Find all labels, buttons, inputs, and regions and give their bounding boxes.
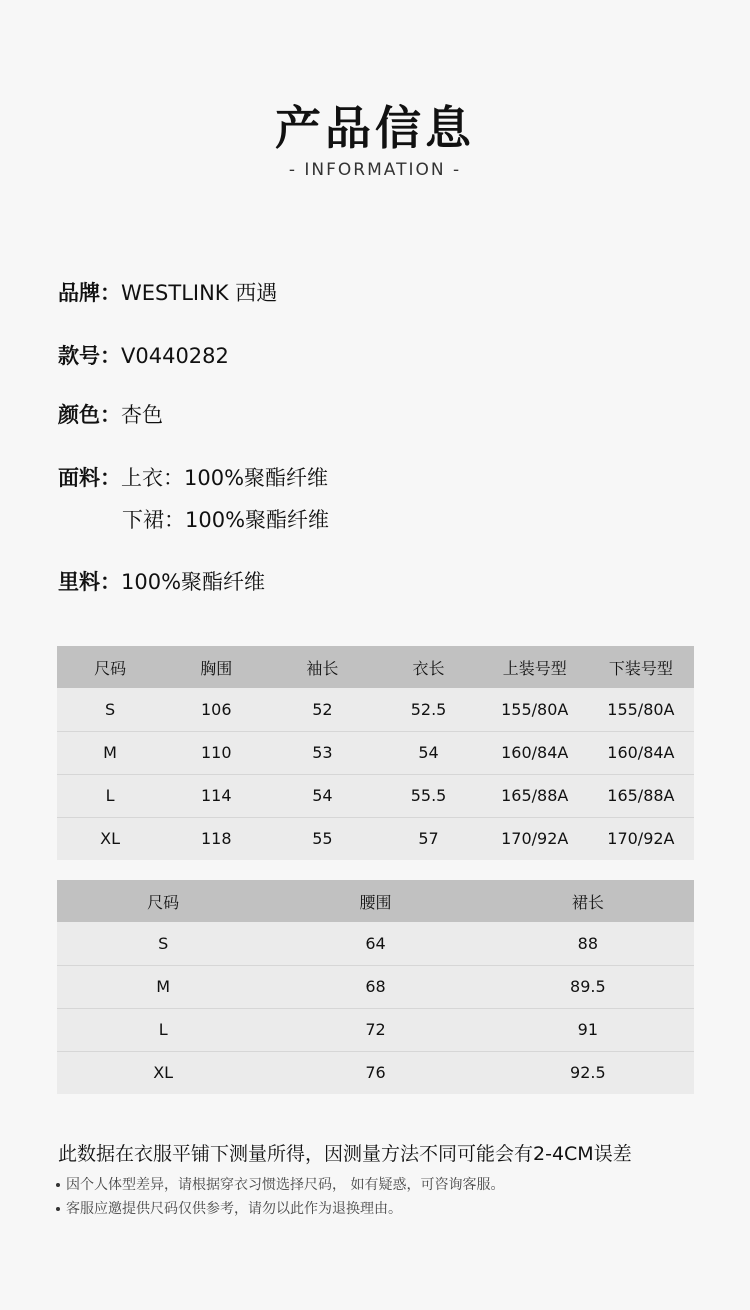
table-cell: 55 xyxy=(269,817,375,860)
table-cell: 160/84A xyxy=(482,731,588,774)
header-chest: 胸围 xyxy=(163,646,269,688)
table-cell: 57 xyxy=(375,817,481,860)
table-row xyxy=(57,965,694,1008)
fabric-top-value: 上衣：100%聚酯纤维 xyxy=(121,466,329,490)
header-sleeve: 袖长 xyxy=(269,646,375,688)
table-cell: 92.5 xyxy=(482,1051,694,1094)
table-cell: L xyxy=(57,1008,269,1051)
table-cell: 106 xyxy=(163,688,269,731)
table-cell: 72 xyxy=(269,1008,481,1051)
table-cell: 52.5 xyxy=(375,688,481,731)
table-cell: 170/92A xyxy=(482,817,588,860)
header-bottom-fit: 下装号型 xyxy=(588,646,694,688)
table-cell: S xyxy=(57,688,163,731)
header-top-fit: 上装号型 xyxy=(482,646,588,688)
table-cell: M xyxy=(57,731,163,774)
table-cell: L xyxy=(57,774,163,817)
table-cell: 110 xyxy=(163,731,269,774)
table-cell: M xyxy=(57,965,269,1008)
fabric-bottom-row xyxy=(122,506,329,534)
note-line-1 xyxy=(56,1174,504,1194)
page-title: 产品信息 xyxy=(275,101,475,155)
style-value: V0440282 xyxy=(121,344,229,368)
table-cell: 165/88A xyxy=(482,774,588,817)
table-cell: 155/80A xyxy=(482,688,588,731)
table-cell: XL xyxy=(57,1051,269,1094)
table-cell: 64 xyxy=(269,922,481,965)
color-value: 杏色 xyxy=(121,403,163,427)
page-subtitle: - INFORMATION - xyxy=(288,160,462,180)
brand-value: WESTLINK 西遇 xyxy=(121,281,278,305)
table-cell: 76 xyxy=(269,1051,481,1094)
table-cell: XL xyxy=(57,817,163,860)
table-cell: 54 xyxy=(375,731,481,774)
style-row xyxy=(58,342,229,370)
header-skirt-length: 裙长 xyxy=(482,880,694,922)
table-cell: 114 xyxy=(163,774,269,817)
fabric-bottom-value: 下裙：100%聚酯纤维 xyxy=(122,508,330,532)
table-cell: 88 xyxy=(482,922,694,965)
fabric-row xyxy=(58,464,328,492)
top-size-table xyxy=(57,646,694,860)
table-header-row xyxy=(57,646,694,688)
table-cell: 53 xyxy=(269,731,375,774)
table-cell: 54 xyxy=(269,774,375,817)
lining-label: 里料： xyxy=(58,570,121,594)
table-cell: 160/84A xyxy=(588,731,694,774)
lining-value: 100%聚酯纤维 xyxy=(121,570,266,594)
table-row xyxy=(57,922,694,965)
bottom-size-table xyxy=(57,880,694,1094)
table-cell: 55.5 xyxy=(375,774,481,817)
bullet-icon xyxy=(56,1207,60,1211)
brand-row xyxy=(58,279,277,307)
note-line-2 xyxy=(56,1198,402,1218)
header-waist: 腰围 xyxy=(269,880,481,922)
note-text: 客服应邀提供尺码仅供参考，请勿以此作为退换理由。 xyxy=(66,1201,402,1217)
table-cell: 68 xyxy=(269,965,481,1008)
table-row xyxy=(57,774,694,817)
note-text: 因个人体型差异，请根据穿衣习惯选择尺码， 如有疑惑，可咨询客服。 xyxy=(66,1177,505,1193)
bullet-icon xyxy=(56,1183,60,1187)
table-row xyxy=(57,817,694,860)
fabric-label: 面料： xyxy=(58,466,121,490)
table-cell: 118 xyxy=(163,817,269,860)
measurement-note: 此数据在衣服平铺下测量所得，因测量方法不同可能会有2-4CM误差 xyxy=(58,1143,632,1165)
table-row xyxy=(57,731,694,774)
header-size: 尺码 xyxy=(57,880,269,922)
table-header-row xyxy=(57,880,694,922)
color-label: 颜色： xyxy=(58,403,121,427)
style-label: 款号： xyxy=(58,344,121,368)
header-length: 衣长 xyxy=(375,646,481,688)
table-row xyxy=(57,1008,694,1051)
table-cell: 91 xyxy=(482,1008,694,1051)
table-row xyxy=(57,1051,694,1094)
brand-label: 品牌： xyxy=(58,281,121,305)
table-cell: 170/92A xyxy=(588,817,694,860)
header-size: 尺码 xyxy=(57,646,163,688)
table-cell: 52 xyxy=(269,688,375,731)
table-row xyxy=(57,688,694,731)
table-cell: 89.5 xyxy=(482,965,694,1008)
table-cell: 155/80A xyxy=(588,688,694,731)
lining-row xyxy=(58,568,265,596)
table-cell: 165/88A xyxy=(588,774,694,817)
table-cell: S xyxy=(57,922,269,965)
color-row xyxy=(58,401,163,429)
